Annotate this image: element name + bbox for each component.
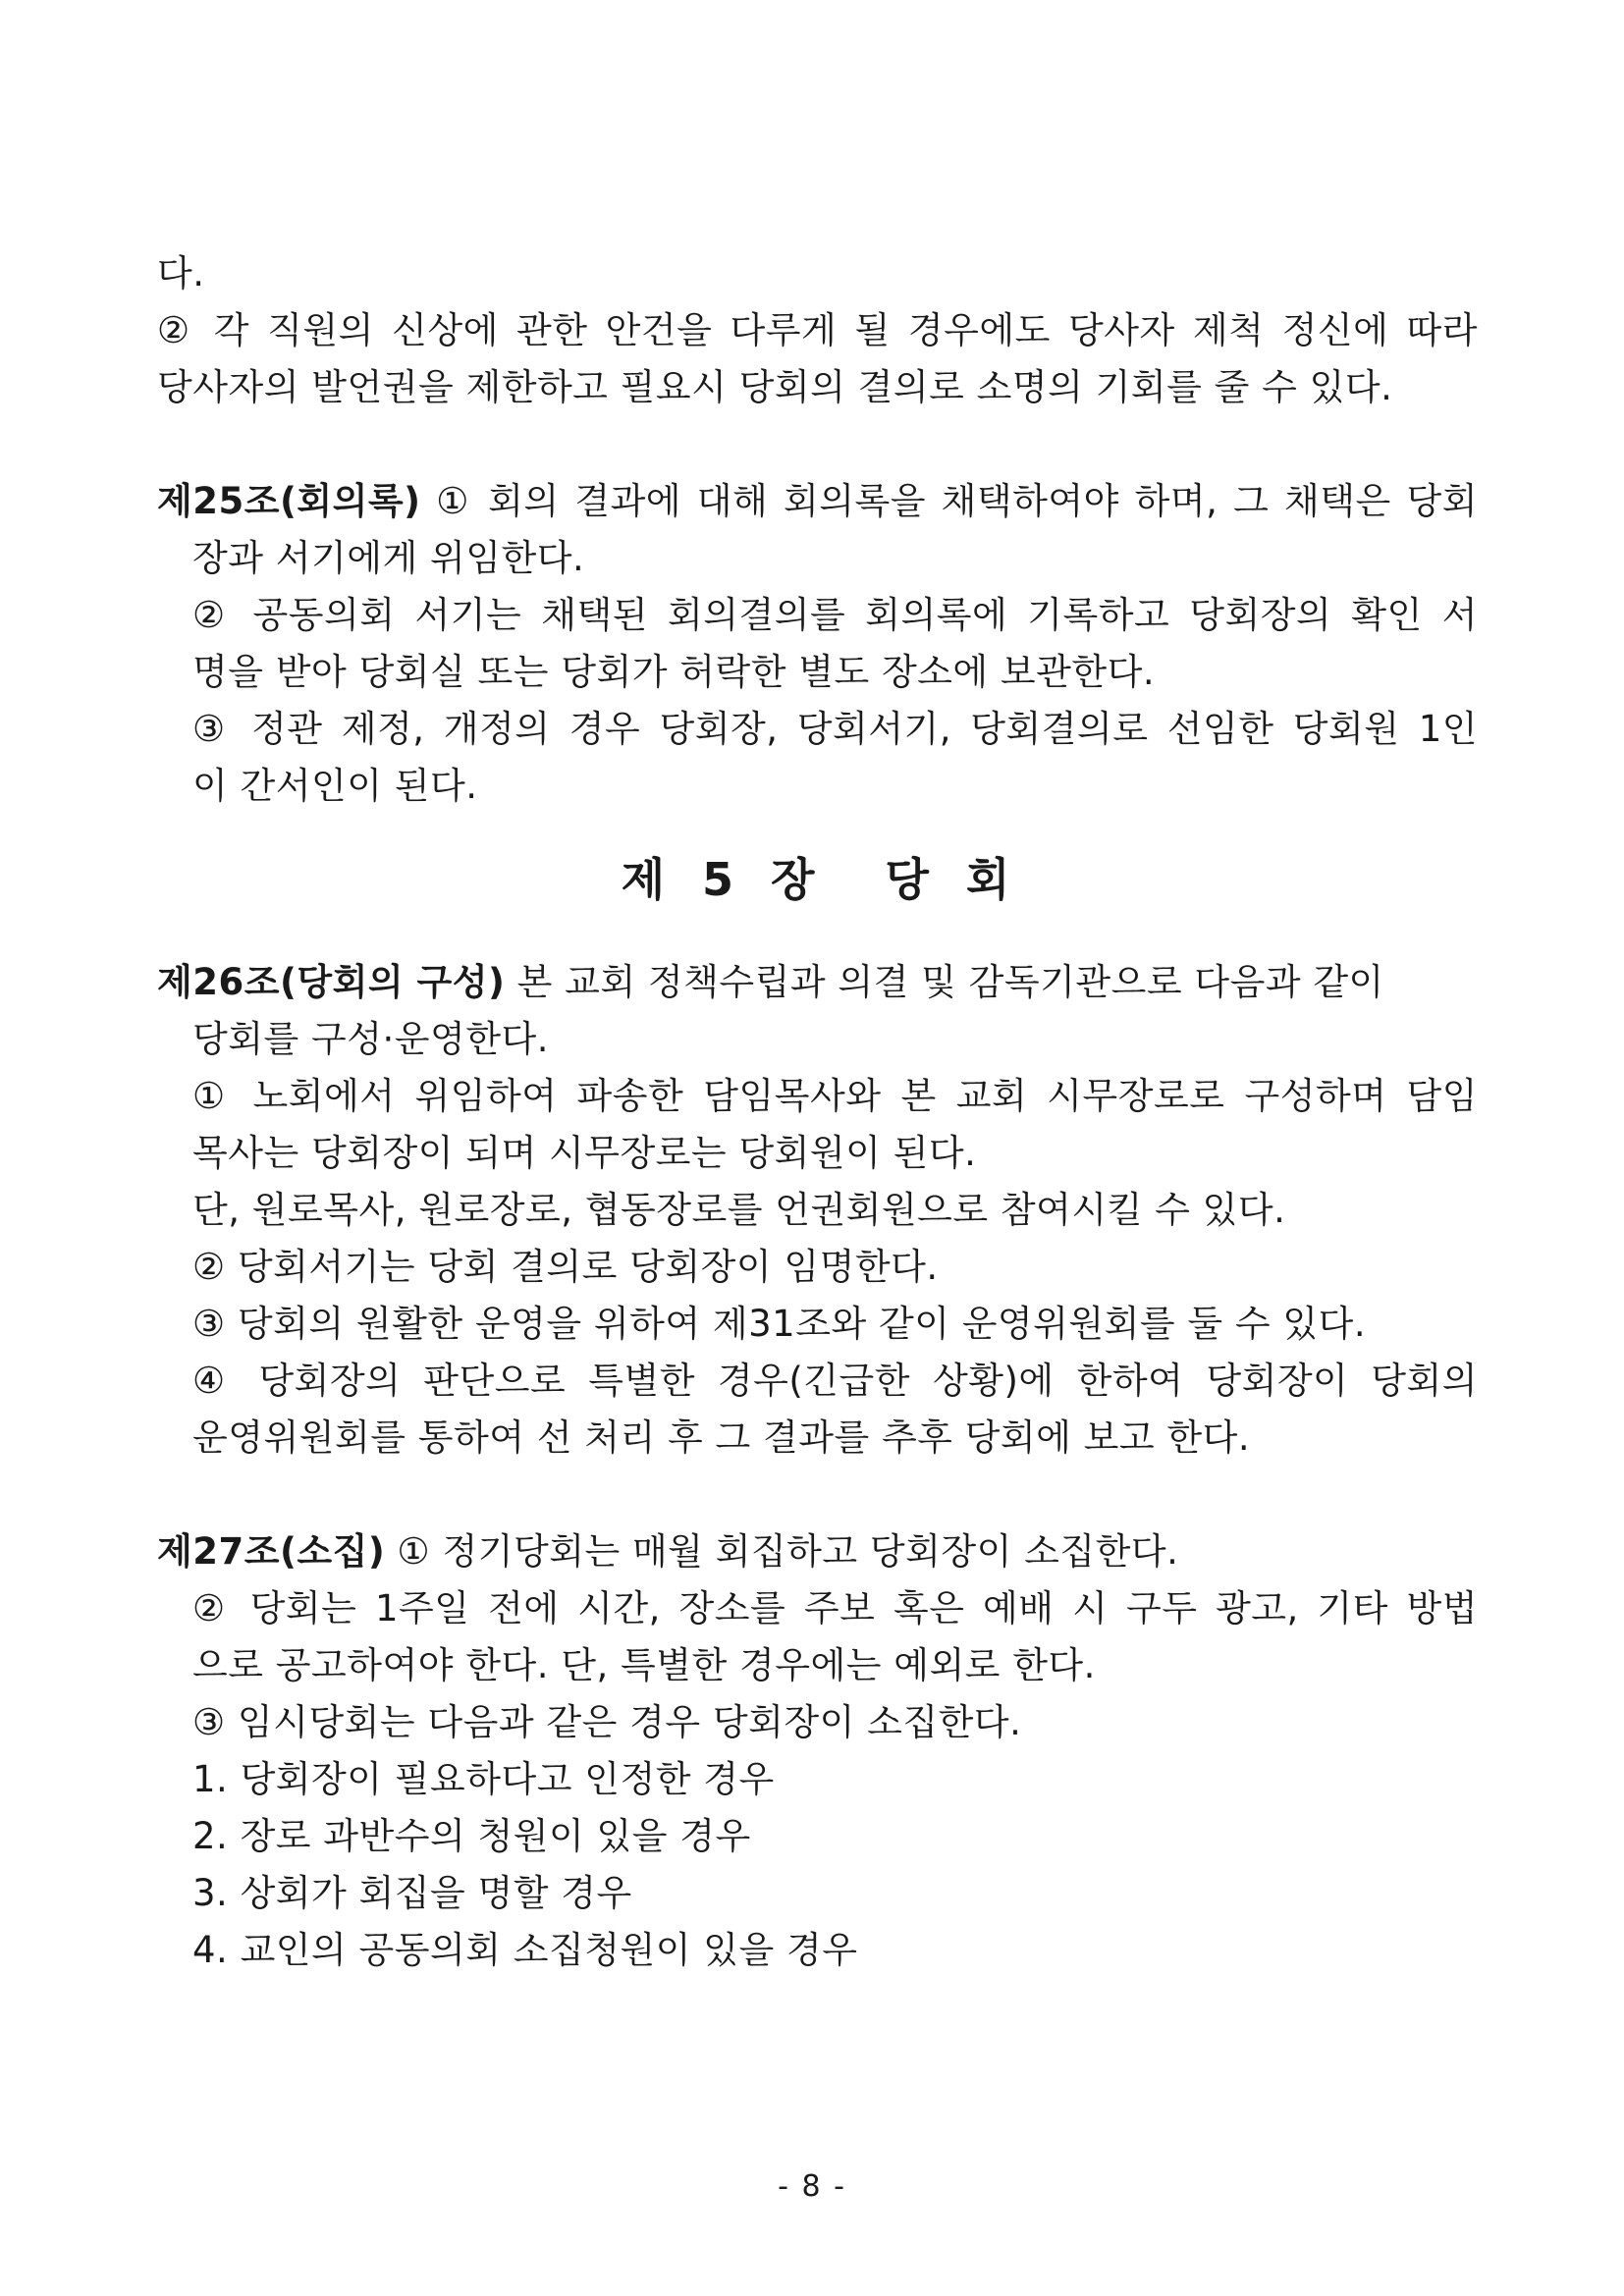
article-line: ③ 임시당회는 다음과 같은 경우 당회장이 소집한다. [192,1701,1022,1743]
article-line: ③ 정관 제정, 개정의 경우 당회장, 당회서기, 당회결의로 선임한 당회원 1인 [192,708,1478,750]
chapter-heading [157,840,1478,919]
article-text: ① 정기당회는 매월 회집하고 당회장이 소집한다. [385,1530,1179,1573]
article-first-line [157,1523,1478,1580]
page-number: - 8 - [778,2169,846,2204]
article-26 [157,954,1478,1467]
article-line: 명을 받아 당회실 또는 당회가 허락한 별도 장소에 보관한다. [192,651,1156,693]
document-page [157,245,1478,1979]
article-line: ② 공동의회 서기는 채택된 회의결의를 회의록에 기록하고 당회장의 확인 서 [192,594,1478,636]
article-title: 제26조(당회의 구성) [157,961,506,1003]
article-line: ① 노회에서 위임하여 파송한 담임목사와 본 교회 시무장로로 구성하며 담임 [192,1075,1478,1117]
article-title: 제27조(소집) [157,1530,386,1573]
article-25 [157,473,1478,815]
article-text: 본 교회 정책수립과 의결 및 감독기관으로 다음과 같이 [505,961,1384,1003]
article-line: 목사는 당회장이 되며 시무장로는 당회원이 된다. [192,1132,977,1174]
chapter-name: 당 회 [885,853,1014,906]
article-title: 제25조(회의록) [157,480,421,522]
article-first-line [157,954,1478,1011]
continuation-line: 다. [157,252,205,294]
paragraph-gap [157,416,1478,473]
article-line: 으로 공고하여야 한다. 단, 특별한 경우에는 예외로 한다. [192,1644,1096,1686]
article-line: ② 당회서기는 당회 결의로 당회장이 임명한다. [192,1246,939,1288]
list-item: 4. 교인의 공동의회 소집청원이 있을 경우 [192,1929,858,1971]
article-line: 장과 서기에게 위임한다. [192,537,585,579]
paragraph-line: 당사자의 발언권을 제한하고 필요시 당회의 결의로 소명의 기회를 줄 수 있다. [157,366,1393,408]
chapter-label: 제 5 장 [621,853,819,906]
list-item: 3. 상회가 회집을 명할 경우 [192,1872,632,1914]
article-line: ④ 당회장의 판단으로 특별한 경우(긴급한 상황)에 한하여 당회장이 당회의 [192,1360,1478,1402]
list-item: 2. 장로 과반수의 청원이 있을 경우 [192,1815,751,1857]
article-line: 당회를 구성·운영한다. [192,1018,549,1060]
article-text: ① 회의 결과에 대해 회의록을 채택하여야 하며, 그 채택은 당회 [420,480,1478,522]
paragraph-gap [157,1467,1478,1523]
list-item: 1. 당회장이 필요하다고 인정한 경우 [192,1758,775,1800]
article-27 [157,1523,1478,1979]
article-first-line [157,473,1478,530]
paragraph-line: ② 각 직원의 신상에 관한 안건을 다루게 될 경우에도 당사자 제척 정신에 따라 [157,309,1478,351]
article-line: ③ 당회의 원활한 운영을 위하여 제31조와 같이 운영위원회를 둘 수 있다. [192,1303,1367,1345]
article-line: ② 당회는 1주일 전에 시간, 장소를 주보 혹은 예배 시 구두 광고, 기타 방법 [192,1587,1478,1629]
article-line: 단, 원로목사, 원로장로, 협동장로를 언권회원으로 참여시킬 수 있다. [192,1189,1286,1231]
article-line: 운영위원회를 통하여 선 처리 후 그 결과를 추후 당회에 보고 한다. [192,1416,1251,1459]
article-line: 이 간서인이 된다. [192,765,478,807]
